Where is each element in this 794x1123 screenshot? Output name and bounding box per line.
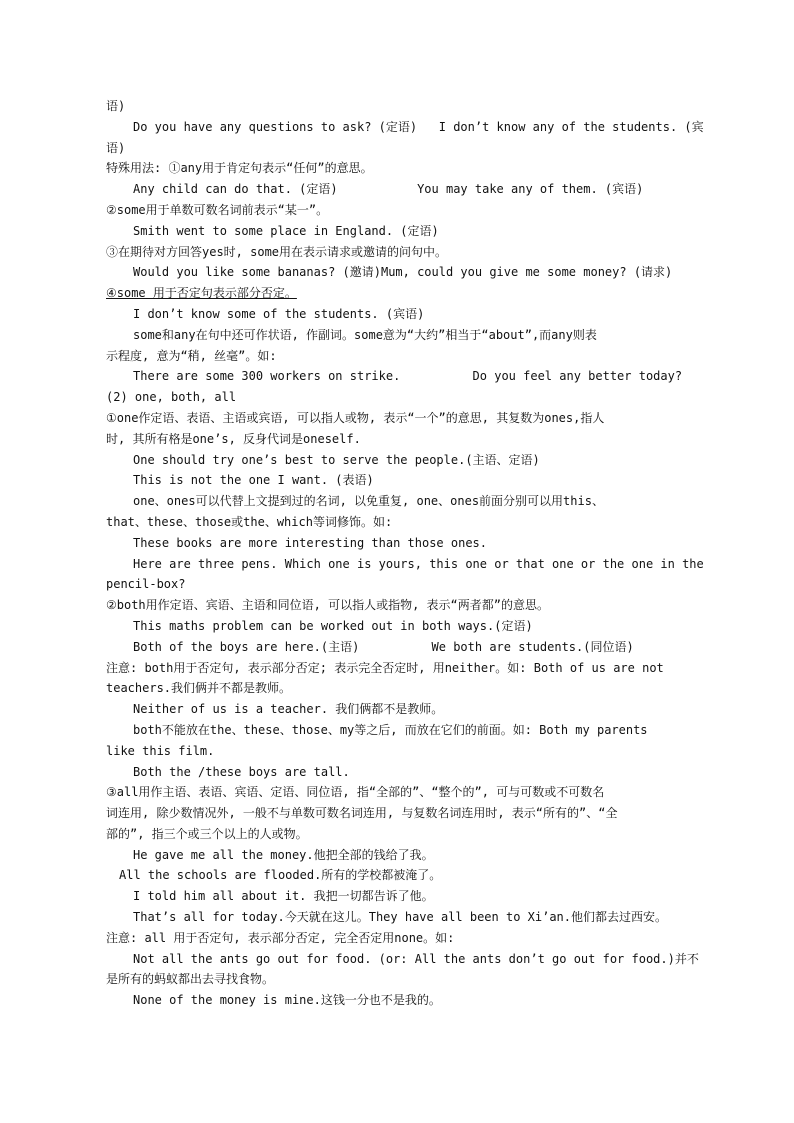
document-page (106, 96, 706, 1011)
text-line: 语) (106, 140, 126, 155)
text-line: Both the /these boys are tall. (133, 764, 350, 779)
text-line: He gave me all the money.他把全部的钱给了我。 (133, 847, 434, 862)
text-line: ③all用作主语、表语、宾语、定语、同位语, 指“全部的”、“整个的”, 可与可数或不可数名 (106, 785, 605, 800)
text-line: All the schools are flooded.所有的学校都被淹了。 (119, 868, 442, 883)
text-line: ①one作定语、表语、主语或宾语, 可以指人或物, 表示“一个”的意思, 其复数为ones,指人 (106, 410, 605, 425)
text-line: teachers.我们俩并不都是教师。 (106, 681, 292, 696)
text-line: Any child can do that. (定语) You may take any of them. (宾语) (133, 182, 644, 197)
text-line: Here are three pens. Which one is yours, this one or that one or the one in the (133, 556, 704, 571)
text-line: 注意: all 用于否定句, 表示部分否定, 完全否定用none。如: (106, 930, 455, 945)
text-line: Both of the boys are here.(主语) We both are students.(同位语) (133, 639, 634, 654)
text-line: 示程度, 意为“稍, 丝毫”。如: (106, 348, 277, 363)
text-line: Smith went to some place in England. (定语) (133, 223, 439, 238)
text-line: ②some用于单数可数名词前表示“某一”。 (106, 202, 329, 217)
text-line: 时, 其所有格是one’s, 反身代词是oneself. (106, 431, 361, 446)
text-line: some和any在句中还可作状语, 作副词。some意为“大约”相当于“about”,而any则表 (133, 327, 597, 342)
text-line: 语) (106, 99, 126, 113)
text-line: None of the money is mine.这钱一分也不是我的。 (133, 993, 441, 1008)
text-line: That’s all for today.今天就在这儿。They have all been to Xi’an.他们都去过西安。 (133, 910, 668, 925)
text-line: like this film. (106, 743, 215, 758)
text-line: both不能放在the、these、those、my等之后, 而放在它们的前面。如: Both my parents (133, 722, 648, 737)
text-line: 词连用, 除少数情况外, 一般不与单数可数名词连用, 与复数名词连用时, 表示“所有的”、“全 (106, 806, 618, 821)
text-line: ③在期待对方回答yes时, some用在表示请求或邀请的问句中。 (106, 244, 448, 259)
text-line: There are some 300 workers on strike. Do you feel any better today? (133, 369, 683, 384)
text-line: This maths problem can be worked out in both ways.(定语) (133, 618, 533, 633)
text-line: Neither of us is a teacher. 我们俩都不是教师。 (133, 702, 444, 717)
text-line: 注意: both用于否定句, 表示部分否定; 表示完全否定时, 用neither。如: Both of us are not (106, 660, 664, 675)
text-line: This is not the one I want. (表语) (133, 473, 374, 488)
text-line: Not all the ants go out for food. (or: All the ants don’t go out for food.)并不 (133, 951, 699, 966)
text-line: one、ones可以代替上文提到过的名词, 以免重复, one、ones前面分别可以用this、 (133, 494, 604, 509)
text-line: ④some 用于否定句表示部分否定。 (106, 286, 297, 301)
text-line: One should try one’s best to serve the people.(主语、定语) (133, 452, 540, 467)
text-line: 是所有的蚂蚁都出去寻找食物。 (106, 972, 275, 987)
text-line: I told him all about it. 我把一切都告诉了他。 (133, 889, 434, 904)
text-line: Do you have any questions to ask? (定语) I don’t know any of the students. (宾 (133, 119, 704, 134)
text-line: pencil-box? (106, 577, 186, 592)
text-line: I don’t know some of the students. (宾语) (133, 306, 425, 321)
text-line: ②both用作定语、宾语、主语和同位语, 可以指人或指物, 表示“两者都”的意思。 (106, 598, 550, 613)
text-line: that、these、those或the、which等词修饰。如: (106, 514, 393, 529)
text-line: Would you like some bananas? (邀请)Mum, could you give me some money? (请求) (133, 265, 673, 280)
text-line: 部的”, 指三个或三个以上的人或物。 (106, 826, 308, 841)
text-line: 特殊用法: ①any用于肯定句表示“任何”的意思。 (106, 161, 373, 176)
section-heading: (2) one, both, all (106, 390, 237, 405)
text-line: These books are more interesting than those ones. (133, 535, 488, 550)
